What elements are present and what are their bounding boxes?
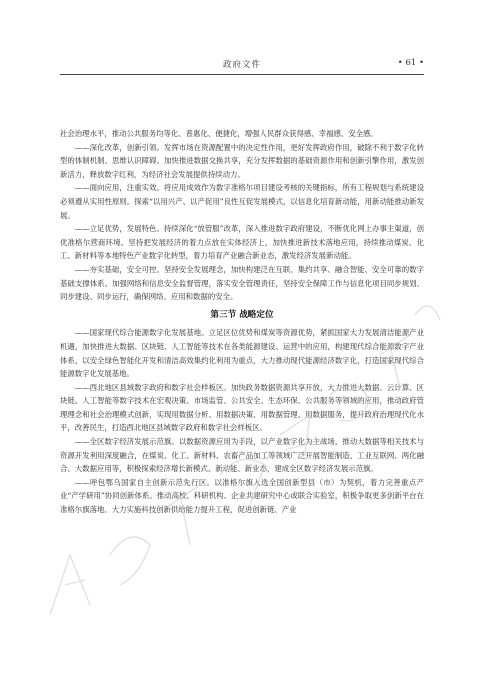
- paragraph: ——国家现代综合能源数字化发展基地。立足区位优势和煤炭等资源优势，紧抓国家大力发展清洁能源产业机遇，加快推进大数据、区块链、人工智能等技术在各类能源建设、运营中的应用，构建现代综合能源数字产业体系，以安全绿色智能化开发和清洁高效集约化利用为重点，大力推动现代能源经济数字化，打造国家现代综合能源数字化发展基地。: [60, 328, 424, 379]
- header-title: 政府文件: [222, 60, 261, 70]
- running-header: [60, 54, 424, 74]
- paragraph: ——深化改革，创新引领。发挥市场在资源配置中的决定性作用，更好发挥政府作用，破除不利于数字化转型的体制机制、思维认识障碍。加快推进数据交换共享，充分发挥数据的基础资源作用和创新引擎作用，激发创新活力，释放数字红利，为经济社会发展提供持续动力。: [60, 142, 424, 179]
- paragraph: ——呼包鄂乌国家自主创新示范先行区。以准格尔旗入选全国创新型县（市）为契机，着力完善重点产业“产学研用”协同创新体系。推动高校、科研机构、企业共建研究中心或联合实验室，积极争取更多创新平台在准格尔旗落地。大力实施科技创新供给能力提升工程，促进创新链、产业: [60, 477, 424, 515]
- header-rule: [60, 74, 424, 75]
- page-number: • 61 •: [397, 58, 424, 68]
- document-body: [60, 127, 424, 517]
- paragraph: ——全区数字经济发展示范旗。以数据资源应用为手段，以产业数字化为主战场，推动大数据等相关技术与资源开发利用深度融合，在煤炭、化工、新材料、农畜产品加工等领域广泛开展智能制造、工业互联网、两化融合、大数据应用等，积极探索经济增长新模式、新动能、新业态，建成全区数字经济发展示范旗。: [60, 437, 424, 474]
- paragraph: 社会治理水平，推动公共服务均等化、普惠化、便捷化，增强人民群众获得感、幸福感、安全感。: [60, 129, 378, 138]
- paragraph: ——面向应用，注重实效。将应用成效作为数字准格尔项目建设考核的关键指标，所有工程规划与系统建设必须遵从实用性原则。探索“以用兴产、以产促用”良性互促发展模式，以信息化培育新动能，用新动能推动新发展。: [60, 183, 424, 220]
- paragraph: ——立足优势，发展特色。持续深化“放管服”改革，深入推进数字政府建设，不断优化网上办事主渠道，创优准格尔营商环境。坚持把发展经济的着力点放在实体经济上，加快推进新技术落地应用，持续推动煤炭、化工、新材料等本地特色产业数字化转型，着力培育产业融合新业态，激发经济发展新动能。: [60, 224, 424, 261]
- paragraph: ——夯实基础，安全可控。坚持安全发展理念，加快构建泛在互联、集约共享、融合智能、安全可靠的数字基础支撑体系。加强网络和信息安全监督管理，落实安全管理责任，坚持安全保障工作与信息化项目同步规划、同步建设、同步运行，确保网络、应用和数据的安全。: [60, 264, 424, 302]
- paragraph: ——西北地区县域数字政府和数字社会样板区。加快政务数据资源共享开放，大力推进大数据、云计算、区块链、人工智能等数字技术在宏观决策、市场监管、公共安全、生态环保、公共服务等领域的应用，推动政府管理理念和社会治理模式创新，实现用数据分析、用数据决策、用数据管理、用数据服务，提升政府治理现代化水平，改善民生，打造西北地区县域数字政府和数字社会样板区。: [60, 382, 424, 433]
- section-title: 第三节 战略定位: [210, 309, 274, 320]
